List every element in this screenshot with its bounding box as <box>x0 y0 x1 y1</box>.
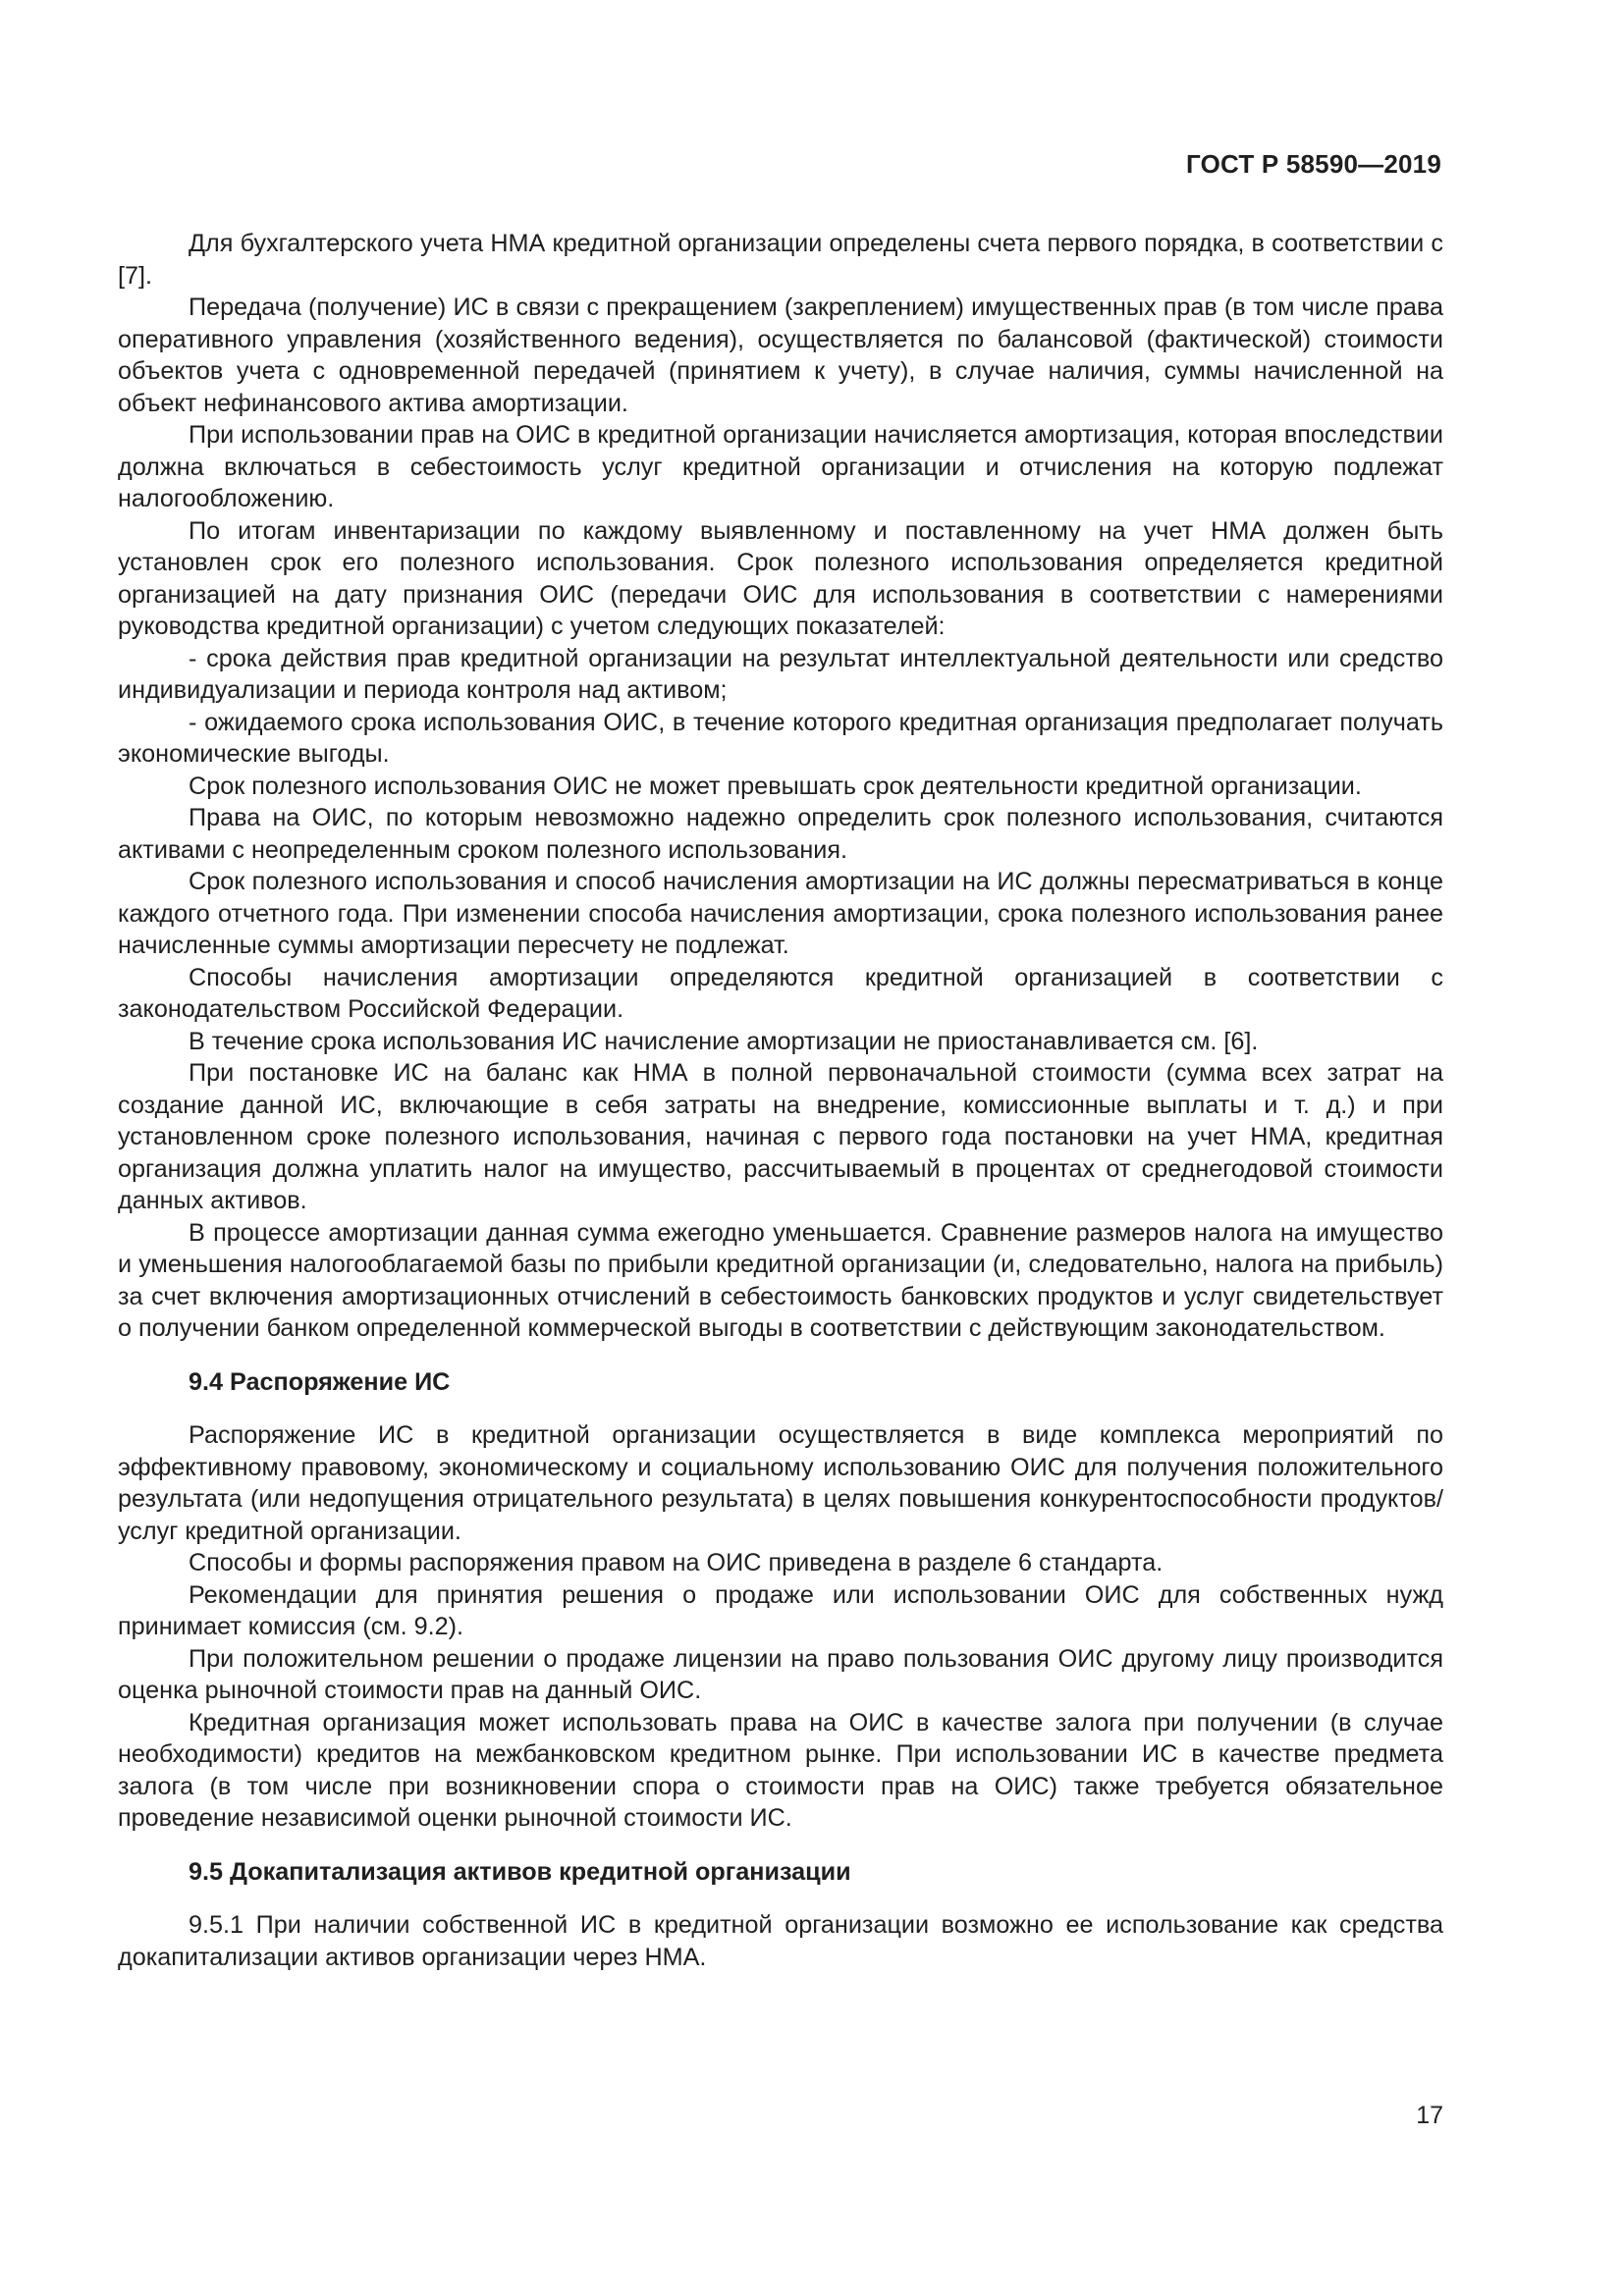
paragraph: При использовании прав на ОИС в кредитной организации начисляется амортизация, которая впоследствии должна включаться в себестоимость услуг кредитной организации и отчисления на которую подлежат налогообложению. <box>118 421 1443 512</box>
document-code-header: ГОСТ Р 58590—2019 <box>1186 149 1441 179</box>
paragraph: Срок полезного использования ОИС не может превышать срок деятельности кредитной организации. <box>189 772 1362 800</box>
paragraph: При постановке ИС на баланс как НМА в полной первоначальной стоимости (сумма всех затрат на создание данной ИС, включающие в себя затраты на внедрение, комиссионные выплаты и т. д.) и при установленном сроке полезного использования, начиная с первого года постановки на учет НМА, кредитная организация должна уплатить налог на имущество, рассчитываемый в процентах от среднегодовой стоимости данных активов. <box>118 1059 1443 1214</box>
list-item: - срока действия прав кредитной организации на результат интеллектуальной деятельности или средство индивидуализации и периода контроля над активом; <box>118 644 1443 704</box>
paragraph: Распоряжение ИС в кредитной организации осуществляется в виде комплекса мероприятий по эффективному правовому, экономическому и социальному использованию ОИС для получения положительного результата (или недопущения отрицательного результата) в целях повышения конкурентоспособности продуктов/услуг кредитной организации. <box>118 1421 1443 1545</box>
intro-text-block <box>118 228 1443 1345</box>
section-9-5-text-block <box>118 1909 1443 1973</box>
paragraph: По итогам инвентаризации по каждому выявленному и поставленному на учет НМА должен быть установлен срок его полезного использования. Срок полезного использования определяется кредитной организацией на дату признания ОИС (передачи ОИС для использования в соответствии с намерениями руководства кредитной организации) с учетом следующих показателей: <box>118 516 1443 640</box>
paragraph: Способы начисления амортизации определяются кредитной организацией в соответствии с законодательством Российской Федерации. <box>118 963 1443 1023</box>
section-9-4-text-block <box>118 1419 1443 1835</box>
section-heading-9-4: 9.4 Распоряжение ИС <box>189 1367 451 1396</box>
paragraph: Передача (получение) ИС в связи с прекращением (закреплением) имущественных прав (в том числе права оперативного управления (хозяйственного ведения), осуществляется по балансовой (фактической) стоимости объектов учета с одновременной передачей (принятием к учету), в случае наличия, суммы начисленной на объект нефинансового актива амортизации. <box>118 294 1443 417</box>
paragraph: При положительном решении о продаже лицензии на право пользования ОИС другому лицу производится оценка рыночной стоимости прав на данный ОИС. <box>118 1644 1443 1704</box>
paragraph: Рекомендации для принятия решения о продаже или использовании ОИС для собственных нужд принимает комиссия (см. 9.2). <box>118 1580 1443 1640</box>
paragraph: В течение срока использования ИС начисление амортизации не приостанавливается см. [6]. <box>189 1027 1259 1055</box>
paragraph: Срок полезного использования и способ начисления амортизации на ИС должны пересматриваться в конце каждого отчетного года. При изменении способа начисления амортизации, срока полезного использования ранее начисленные суммы амортизации пересчету не подлежат. <box>118 868 1443 959</box>
list-item: - ожидаемого срока использования ОИС, в течение которого кредитная организация предполагает получать экономические выгоды. <box>118 708 1443 768</box>
paragraph: Кредитная организация может использовать права на ОИС в качестве залога при получении (в случае необходимости) кредитов на межбанковском кредитном рынке. При использовании ИС в качестве предмета залога (в том числе при возникновении спора о стоимости прав на ОИС) также требуется обязательное проведение независимой оценки рыночной стоимости ИС. <box>118 1708 1443 1832</box>
paragraph: В процессе амортизации данная сумма ежегодно уменьшается. Сравнение размеров налога на имущество и уменьшения налогооблагаемой базы по прибыли кредитной организации (и, следовательно, налога на прибыль) за счет включения амортизационных отчислений в себестоимость банковских продуктов и услуг свидетельствует о получении банком определенной коммерческой выгоды в соответствии с действующим законодательством. <box>118 1218 1443 1342</box>
paragraph: Для бухгалтерского учета НМА кредитной организации определены счета первого порядка, в соответствии с [7]. <box>118 230 1443 290</box>
paragraph: 9.5.1 При наличии собственной ИС в кредитной организации возможно ее использование как средства докапитализации активов организации через НМА. <box>118 1911 1443 1971</box>
page-body <box>118 228 1443 1973</box>
paragraph: Права на ОИС, по которым невозможно надежно определить срок полезного использования, считаются активами с неопределенным сроком полезного использования. <box>118 804 1443 864</box>
paragraph: Способы и формы распоряжения правом на ОИС приведена в разделе 6 стандарта. <box>189 1549 1164 1576</box>
page-number: 17 <box>1416 2102 1443 2129</box>
section-heading-9-5: 9.5 Докапитализация активов кредитной организации <box>189 1857 851 1886</box>
